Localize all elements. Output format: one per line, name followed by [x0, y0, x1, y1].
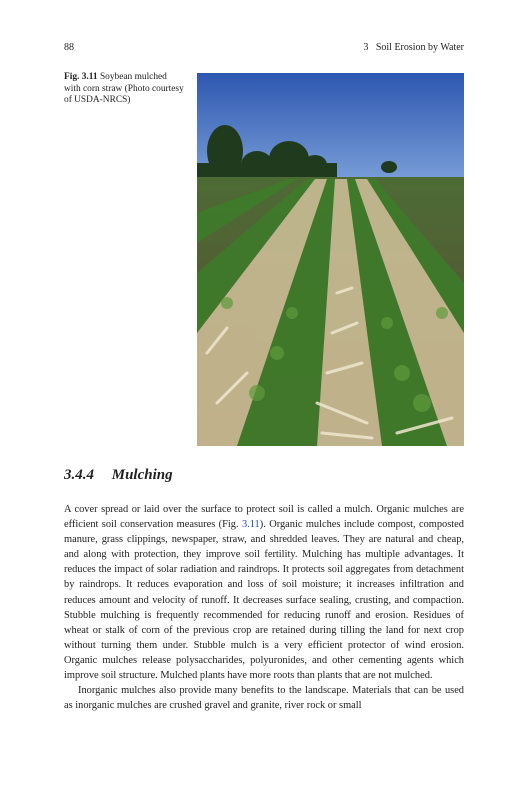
figure-photo [197, 73, 464, 446]
figure-caption [64, 72, 184, 107]
figure-label: Fig. 3.11 [64, 72, 98, 82]
paragraph-1-end: ). Organic mulches include compost, composted manure, grass clippings, newspaper, straw, and shredded leaves. They are natural and cheap, and along with protection, they improve soil fertility. Mulching has multiple advantages. It reduces the impact of solar radiation and raindrops. It protects soil aggregates from detachment by raindrops. It reduces evaporation and loss of soil moisture; it increases infiltration and reduces amount and velocity of runoff. It decreases surface sealing, crusting, and compaction. Stubble mulching is frequently recommended for reducing runoff and erosion. Residues of wheat or stalk of corn of the previous crop are retained during tilling the land for next crop without turning them under. Stubble mulch is a very efficient protector of wind erosion. Organic mulches release polysaccharides, polyuronides, and other cementing agents which improve soil structure. Mulched plants have more roots than plants that are not mulched. [64, 519, 464, 682]
page-number: 88 [64, 42, 74, 53]
section-heading [64, 467, 173, 484]
paragraph-1-start: A cover spread or laid over the surface to protect soil is called a mulch. Organic mulches are efficient soil conservation measures (Fig. [64, 504, 464, 531]
paragraph-1 [64, 502, 464, 683]
figure-reference-link[interactable]: 3.11 [241, 519, 260, 531]
paragraph-2: Inorganic mulches also provide many benefits to the landscape. Materials that can be used as inorganic mulches are crushed gravel and granite, river rock or small [64, 685, 464, 712]
soybean-field-photo [197, 73, 464, 446]
section-number: 3.4.4 [64, 467, 94, 483]
body-text [64, 502, 464, 713]
section-title: Mulching [111, 467, 173, 483]
figure-caption-text: Soybean mulched with corn straw (Photo courtesy of USDA-NRCS) [64, 72, 184, 106]
running-head: 3 Soil Erosion by Water [363, 42, 464, 53]
page-header [64, 42, 464, 56]
